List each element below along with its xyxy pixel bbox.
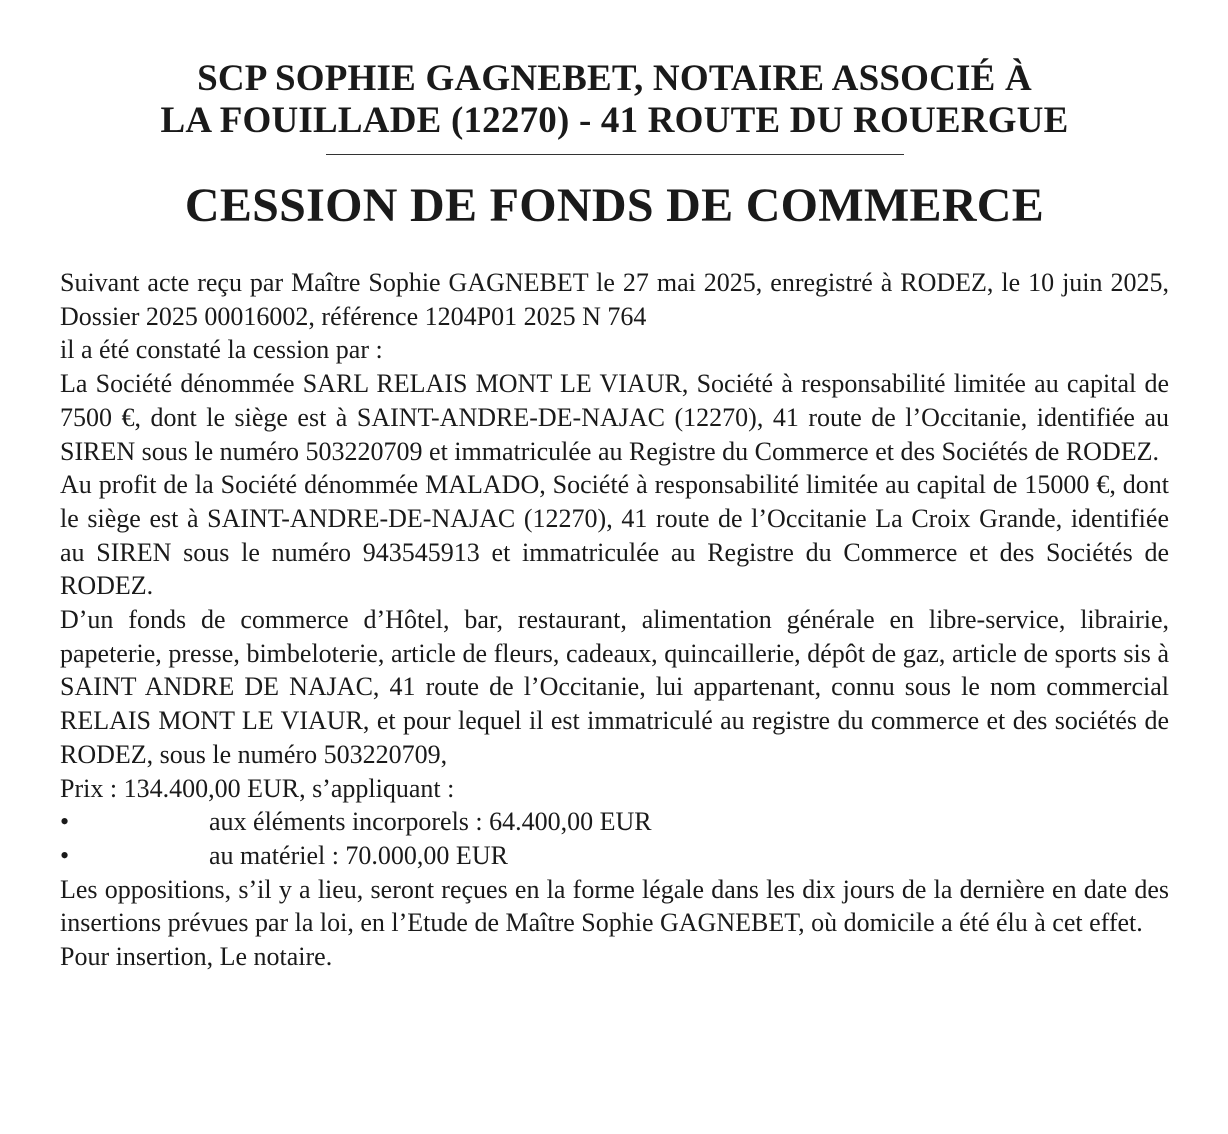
closing-line: Pour insertion, Le notaire. bbox=[60, 942, 333, 972]
prix-paragraph: Prix : 134.400,00 EUR, s’appliquant : bbox=[60, 773, 455, 803]
bullet-item bbox=[60, 805, 1169, 839]
oppositions-paragraph: Les oppositions, s’il y a lieu, seront reçues en la forme légale dans les dix jours de la dernière en date des insertions prévues par la loi, en l’Etude de Maître Sophie GAGNEBET, où domicile a été élu à cet effet. bbox=[60, 874, 1169, 938]
constat-paragraph: il a été constaté la cession par : bbox=[60, 335, 383, 365]
bullet-dot-icon: • bbox=[60, 840, 70, 870]
fonds-paragraph: D’un fonds de commerce d’Hôtel, bar, restaurant, alimentation générale en libre-service, librairie, papeterie, presse, bimbeloterie, article de fleurs, cadeaux, quincaillerie, dépôt de gaz, article de sports sis à SAINT ANDRE DE NAJAC, 41 route de l’Occitanie, lui appartenant, connu sous le nom commercial RELAIS MONT LE VIAUR, et pour lequel il est immatriculé au registre du commerce et des sociétés de RODEZ, sous le numéro 503220709, bbox=[60, 605, 1169, 769]
intro-paragraph: Suivant acte reçu par Maître Sophie GAGNEBET le 27 mai 2025, enregistré à RODEZ, le 10 juin 2025, Dossier 2025 00016002, référence 1204P01 2025 N 764 bbox=[60, 268, 1169, 331]
bullet-text-incorporels: aux éléments incorporels : 64.400,00 EUR bbox=[209, 807, 652, 837]
bullet-item bbox=[60, 839, 1169, 873]
header-line-2: LA FOUILLADE (12270) - 41 ROUTE DU ROUERGUE bbox=[160, 100, 1069, 141]
header-line-1: SCP SOPHIE GAGNEBET, NOTAIRE ASSOCIÉ À bbox=[197, 58, 1032, 99]
notary-header bbox=[60, 0, 1169, 155]
notice-body bbox=[60, 266, 1169, 974]
notice-title: CESSION DE FONDS DE COMMERCE bbox=[184, 179, 1045, 232]
header-divider bbox=[326, 154, 904, 155]
bullet-text-materiel: au matériel : 70.000,00 EUR bbox=[209, 840, 508, 870]
cessionnaire-paragraph: Au profit de la Société dénommée MALADO, Société à responsabilité limitée au capital de 15000 €, dont le siège est à SAINT-ANDRE-DE-NAJAC (12270), 41 route de l’Occitanie La Croix Grande, identifiée au SIREN sous le numéro 943545913 et immatriculée au Registre du Commerce et des Sociétés de RODEZ. bbox=[60, 470, 1169, 601]
bullet-dot-icon: • bbox=[60, 807, 70, 837]
cedant-paragraph: La Société dénommée SARL RELAIS MONT LE VIAUR, Société à responsabilité limitée au capital de 7500 €, dont le siège est à SAINT-ANDRE-DE-NAJAC (12270), 41 route de l’Occitanie, identifiée au SIREN sous le numéro 503220709 et immatriculée au Registre du Commerce et des Sociétés de RODEZ. bbox=[60, 369, 1169, 466]
